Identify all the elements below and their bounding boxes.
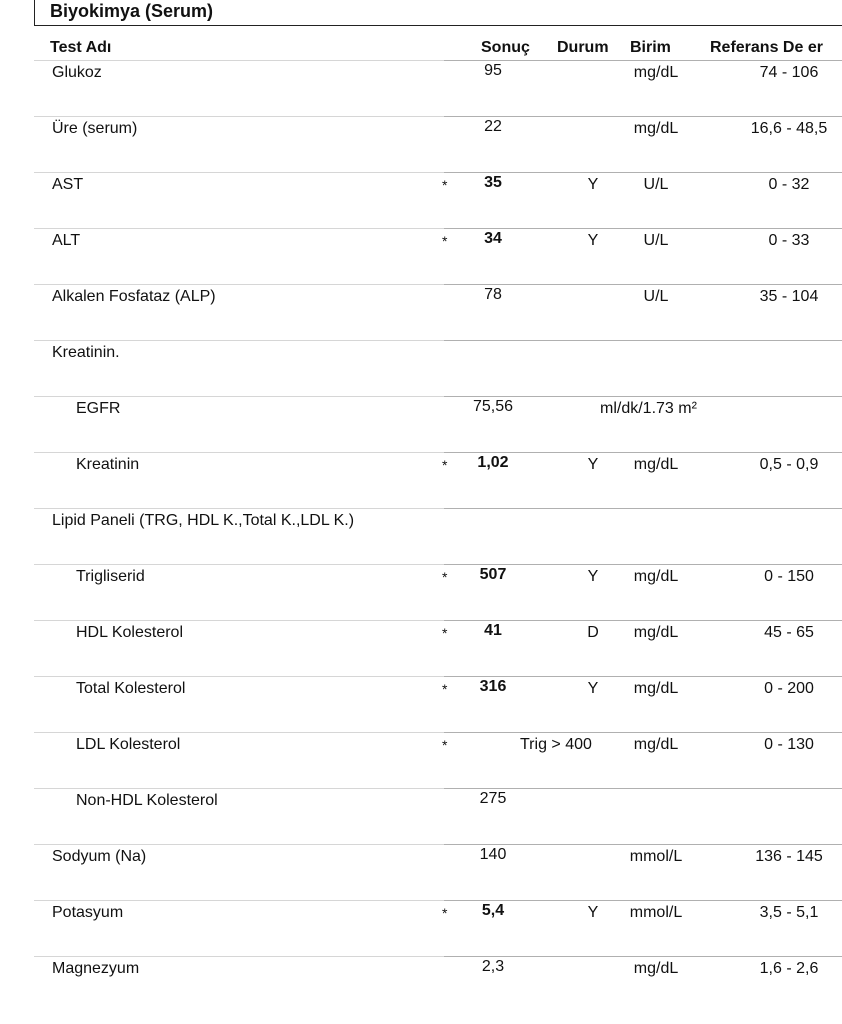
test-name: Kreatinin. [52, 344, 120, 361]
test-result: 22 [484, 118, 502, 135]
row-divider [444, 508, 842, 509]
row-divider [34, 284, 444, 285]
test-reference: 45 - 65 [764, 624, 814, 641]
test-unit: mg/dL [633, 960, 679, 977]
test-name: LDL Kolesterol [76, 736, 181, 753]
test-reference: 16,6 - 48,5 [750, 120, 828, 137]
abnormal-flag: * [442, 681, 448, 697]
test-reference: 1,6 - 2,6 [759, 960, 819, 977]
test-name: ALT [52, 232, 81, 249]
test-name: Non-HDL Kolesterol [76, 792, 218, 809]
row-divider [34, 60, 444, 61]
test-name: EGFR [76, 400, 121, 417]
test-unit: ml/dk/1.73 m² [600, 400, 697, 417]
test-unit: mmol/L [629, 848, 683, 865]
test-unit: mg/dL [633, 680, 679, 697]
row-divider [34, 564, 444, 565]
test-unit: mg/dL [633, 736, 679, 753]
test-reference: 3,5 - 5,1 [759, 904, 819, 921]
test-result: 34 [484, 230, 502, 247]
test-reference: 35 - 104 [759, 288, 819, 305]
header-test-name: Test Adı [50, 39, 112, 56]
test-reference: 0 - 33 [768, 232, 810, 249]
header-reference: Referans De er [710, 39, 823, 56]
abnormal-flag: * [442, 569, 448, 585]
test-unit: U/L [643, 288, 669, 305]
test-status: Y [587, 176, 599, 193]
row-divider [34, 172, 444, 173]
section-title: Biyokimya (Serum) [50, 1, 214, 21]
test-name: Sodyum (Na) [52, 848, 147, 865]
test-name: Alkalen Fosfataz (ALP) [52, 288, 216, 305]
row-divider [34, 844, 444, 845]
abnormal-flag: * [442, 905, 448, 921]
test-result: 316 [479, 678, 507, 695]
row-divider [34, 676, 444, 677]
row-divider [444, 732, 842, 733]
test-name: Kreatinin [76, 456, 140, 473]
test-unit: U/L [643, 176, 669, 193]
test-name: Trigliserid [76, 568, 145, 585]
row-divider [34, 956, 444, 957]
test-status: Y [587, 680, 599, 697]
test-name: Total Kolesterol [76, 680, 186, 697]
test-unit: U/L [643, 232, 669, 249]
test-result: 275 [479, 790, 507, 807]
row-divider [34, 396, 444, 397]
test-reference: 0 - 130 [764, 736, 814, 753]
test-result: 78 [484, 286, 502, 303]
row-divider [34, 228, 444, 229]
test-name: Potasyum [52, 904, 124, 921]
row-divider [34, 452, 444, 453]
test-unit: mg/dL [633, 120, 679, 137]
test-reference: 136 - 145 [755, 848, 823, 865]
abnormal-flag: * [442, 625, 448, 641]
row-divider [34, 508, 444, 509]
test-name: AST [52, 176, 84, 193]
test-result: 35 [484, 174, 502, 191]
test-unit: mmol/L [629, 904, 683, 921]
test-name: Glukoz [52, 64, 102, 81]
test-result: 140 [479, 846, 507, 863]
row-divider [34, 900, 444, 901]
test-result: 1,02 [477, 454, 509, 471]
test-result: 507 [479, 566, 507, 583]
test-result: Trig > 400 [520, 736, 592, 753]
test-name: Üre (serum) [52, 120, 138, 137]
test-reference: 74 - 106 [759, 64, 819, 81]
test-unit: mg/dL [633, 64, 679, 81]
test-status: Y [587, 904, 599, 921]
test-status: Y [587, 232, 599, 249]
row-divider [34, 788, 444, 789]
row-divider [34, 116, 444, 117]
test-reference: 0 - 150 [764, 568, 814, 585]
test-reference: 0 - 200 [764, 680, 814, 697]
row-divider [34, 620, 444, 621]
test-unit: mg/dL [633, 568, 679, 585]
test-result: 75,56 [472, 398, 514, 415]
test-reference: 0,5 - 0,9 [759, 456, 819, 473]
abnormal-flag: * [442, 457, 448, 473]
test-result: 2,3 [481, 958, 505, 975]
test-reference: 0 - 32 [768, 176, 810, 193]
row-divider [444, 340, 842, 341]
header-result: Sonuç [481, 39, 530, 56]
test-status: Y [587, 568, 599, 585]
test-unit: mg/dL [633, 456, 679, 473]
test-result: 5,4 [481, 902, 505, 919]
test-name: HDL Kolesterol [76, 624, 184, 641]
test-status: Y [587, 456, 599, 473]
header-status: Durum [557, 39, 609, 56]
abnormal-flag: * [442, 177, 448, 193]
abnormal-flag: * [442, 233, 448, 249]
row-divider [34, 732, 444, 733]
test-result: 95 [484, 62, 502, 79]
test-status: D [587, 624, 599, 641]
test-name: Magnezyum [52, 960, 140, 977]
test-result: 41 [484, 622, 502, 639]
test-unit: mg/dL [633, 624, 679, 641]
test-name: Lipid Paneli (TRG, HDL K.,Total K.,LDL K.) [52, 512, 355, 529]
header-unit: Birim [630, 39, 671, 56]
row-divider [34, 340, 444, 341]
abnormal-flag: * [442, 737, 448, 753]
